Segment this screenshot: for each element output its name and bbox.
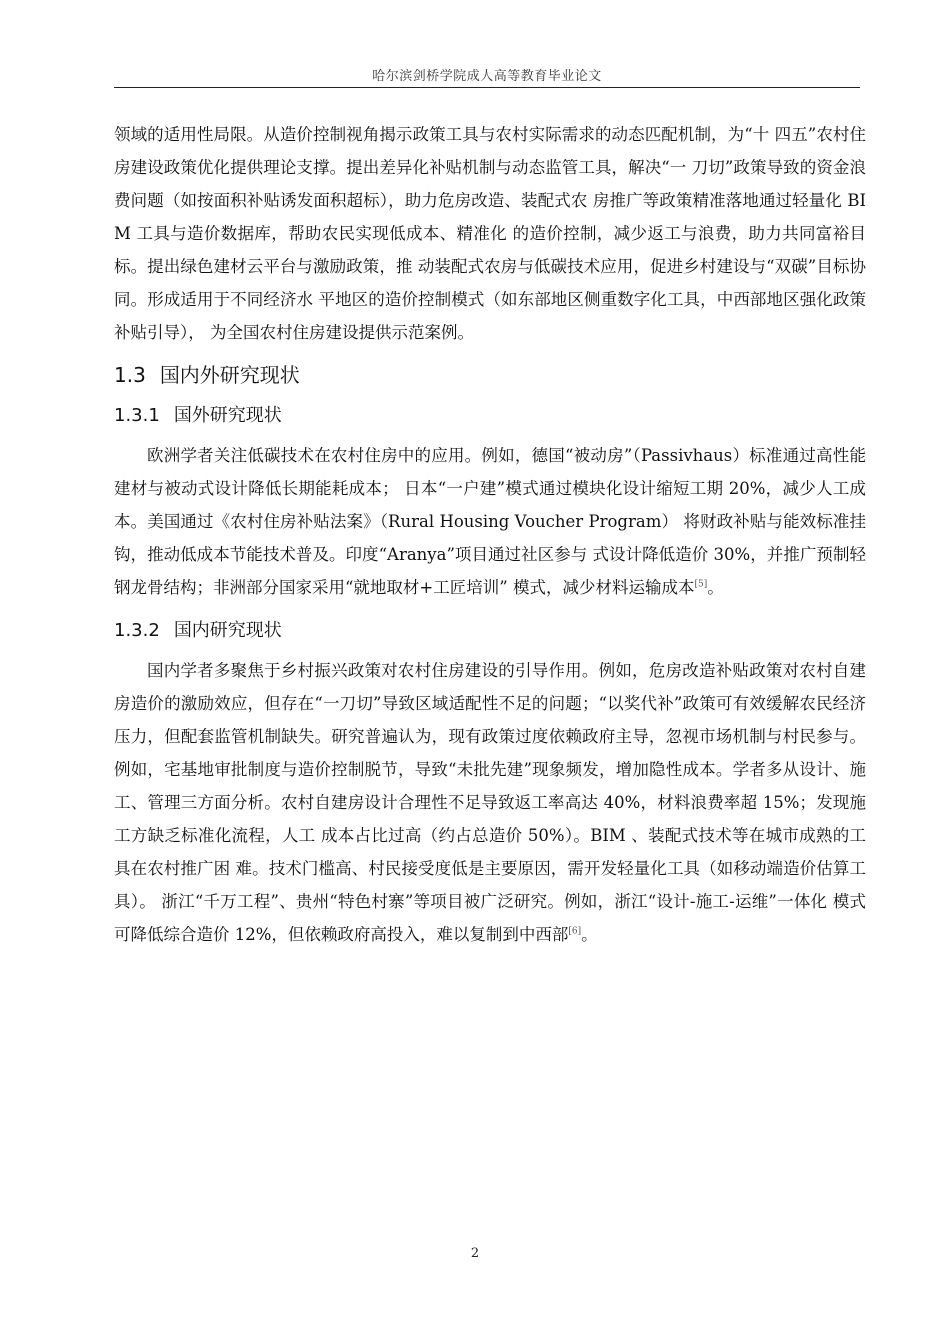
paragraph-ending: 。 — [707, 578, 724, 597]
citation-reference[interactable]: [5] — [694, 579, 708, 590]
header-rule — [114, 87, 860, 88]
section-heading-1-3 — [114, 361, 866, 389]
subsection-number: 1.3.1 — [114, 405, 160, 426]
subsection-heading-1-3-1 — [114, 403, 866, 429]
subsection-title: 国外研究现状 — [173, 405, 282, 426]
citation-reference[interactable]: [6] — [568, 926, 582, 937]
subsection-title: 国内研究现状 — [173, 620, 282, 641]
paragraph-text: 欧洲学者关注低碳技术在农村住房中的应用。例如，德国“被动房”（Passivhaus）标准通过高性能建材与被动式设计降低长期能耗成本； 日本“一户建”模式通过模块化设计缩短工期 20%，减少人工成本。美国通过《农村住房补贴法案》（Rural Housing Voucher Program） 将财政补贴与能效标准挂钩，推动低成本节能技术普及。印度“Aranya”项目通过社区参与 式设计降低造价 30%，并推广预制轻钢龙骨结构；非洲部分国家采用“就地取材+工匠培训” 模式，减少材料运输成本 — [114, 446, 866, 597]
subsection-heading-1-3-2 — [114, 618, 866, 644]
intro-paragraph: 领域的适用性局限。从造价控制视角揭示政策工具与农村实际需求的动态匹配机制，为“十 四五”农村住房建设政策优化提供理论支撑。提出差异化补贴机制与动态监管工具，解决“一 刀切”政策导致的资金浪费问题（如按面积补贴诱发面积超标），助力危房改造、装配式农 房推广等政策精准落地通过轻量化 BIM 工具与造价数据库，帮助农民实现低成本、精准化 的造价控制，减少返工与浪费，助力共同富裕目标。提出绿色建材云平台与激励政策，推 动装配式农房与低碳技术应用，促进乡村建设与“双碳”目标协同。形成适用于不同经济水 平地区的造价控制模式（如东部地区侧重数字化工具，中西部地区强化政策补贴引导）， 为全国农村住房建设提供示范案例。 — [114, 125, 866, 342]
paragraph-ending: 。 — [581, 925, 598, 944]
page-body — [114, 118, 866, 951]
page-number: 2 — [470, 1246, 480, 1261]
paragraph-text: 国内学者多聚焦于乡村振兴政策对农村住房建设的引导作用。例如，危房改造补贴政策对农村自建房造价的激励效应，但存在“一刀切”导致区域适配性不足的问题；“以奖代补”政策可有效缓解农民经济压力，但配套监管机制缺失。研究普遍认为，现有政策过度依赖政府主导，忽视市场机制与村民参与。例如，宅基地审批制度与造价控制脱节，导致“未批先建”现象频发，增加隐性成本。学者多从设计、施工、管理三方面分析。农村自建房设计合理性不足导致返工率高达 40%，材料浪费率超 15%；发现施工方缺乏标准化流程，人工 成本占比过高（约占总造价 50%）。BIM 、装配式技术等在城市成熟的工具在农村推广困 难。技术门槛高、村民接受度低是主要原因，需开发轻量化工具（如移动端造价估算工具）。 浙江“千万工程”、贵州“特色村寨”等项目被广泛研究。例如，浙江“设计-施工-运维”一体化 模式可降低综合造价 12%，但依赖政府高投入，难以复制到中西部 — [114, 661, 866, 944]
subsection-number: 1.3.2 — [114, 620, 160, 641]
foreign-research-paragraph — [114, 439, 866, 604]
section-title: 国内外研究现状 — [159, 363, 300, 387]
running-header: 哈尔滨剑桥学院成人高等教育毕业论文 — [372, 69, 602, 84]
domestic-research-paragraph — [114, 654, 866, 951]
section-number: 1.3 — [114, 363, 146, 387]
